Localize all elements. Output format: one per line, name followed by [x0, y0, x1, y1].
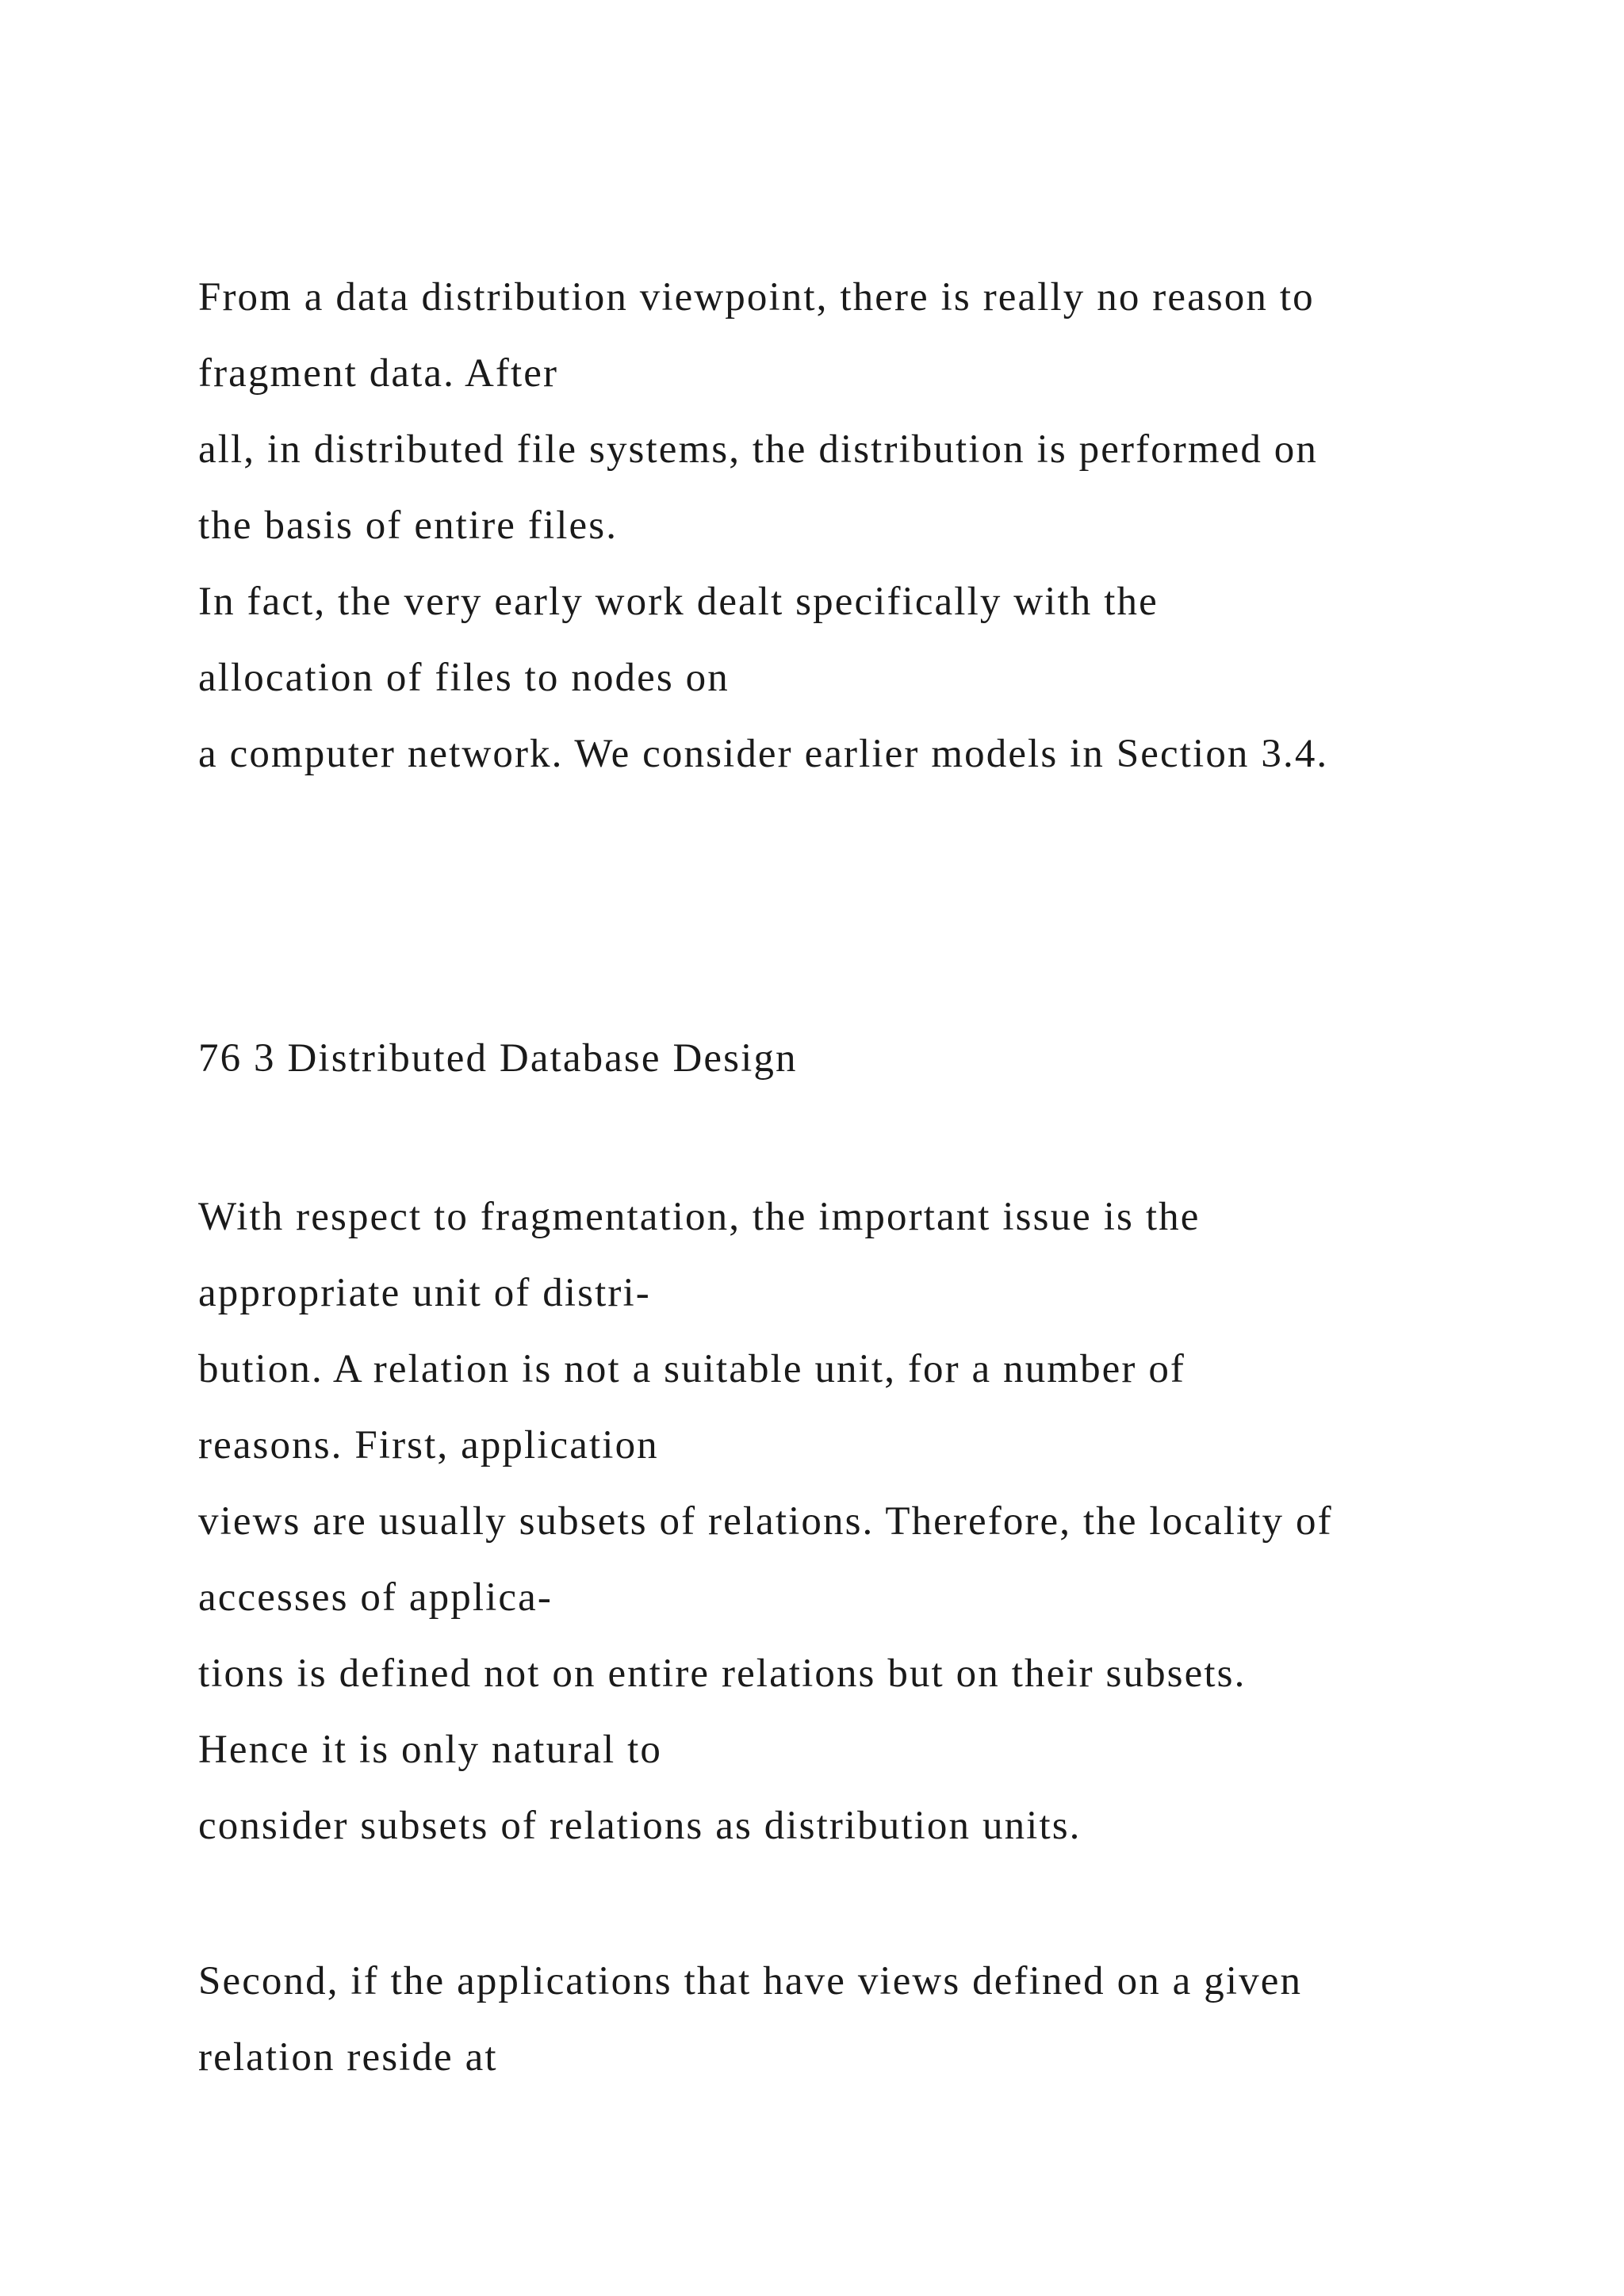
text-line: consider subsets of relations as distribution units.: [198, 1804, 1082, 1848]
text-line: accesses of applica-: [198, 1575, 553, 1620]
text-line: bution. A relation is not a suitable unit, for a number of: [198, 1347, 1186, 1391]
text-line: appropriate unit of distri-: [198, 1271, 651, 1315]
text-line: the basis of entire files.: [198, 503, 619, 548]
text-line: views are usually subsets of relations. Therefore, the locality of: [198, 1499, 1333, 1544]
text-line: all, in distributed file systems, the distribution is performed on: [198, 427, 1319, 472]
text-line: In fact, the very early work dealt specifically with the: [198, 580, 1159, 624]
text-line: With respect to fragmentation, the important issue is the: [198, 1195, 1201, 1239]
text-line: relation reside at: [198, 2035, 498, 2080]
text-line: fragment data. After: [198, 351, 559, 396]
running-header: 76 3 Distributed Database Design: [198, 1036, 798, 1081]
text-line: From a data distribution viewpoint, there is really no reason to: [198, 275, 1315, 320]
text-line: allocation of files to nodes on: [198, 656, 730, 700]
text-line: a computer network. We consider earlier models in Section 3.4.: [198, 732, 1329, 776]
text-line: Hence it is only natural to: [198, 1728, 662, 1772]
text-line: reasons. First, application: [198, 1423, 659, 1468]
text-line: tions is defined not on entire relations but on their subsets.: [198, 1651, 1247, 1696]
text-line: Second, if the applications that have views defined on a given: [198, 1959, 1303, 2003]
